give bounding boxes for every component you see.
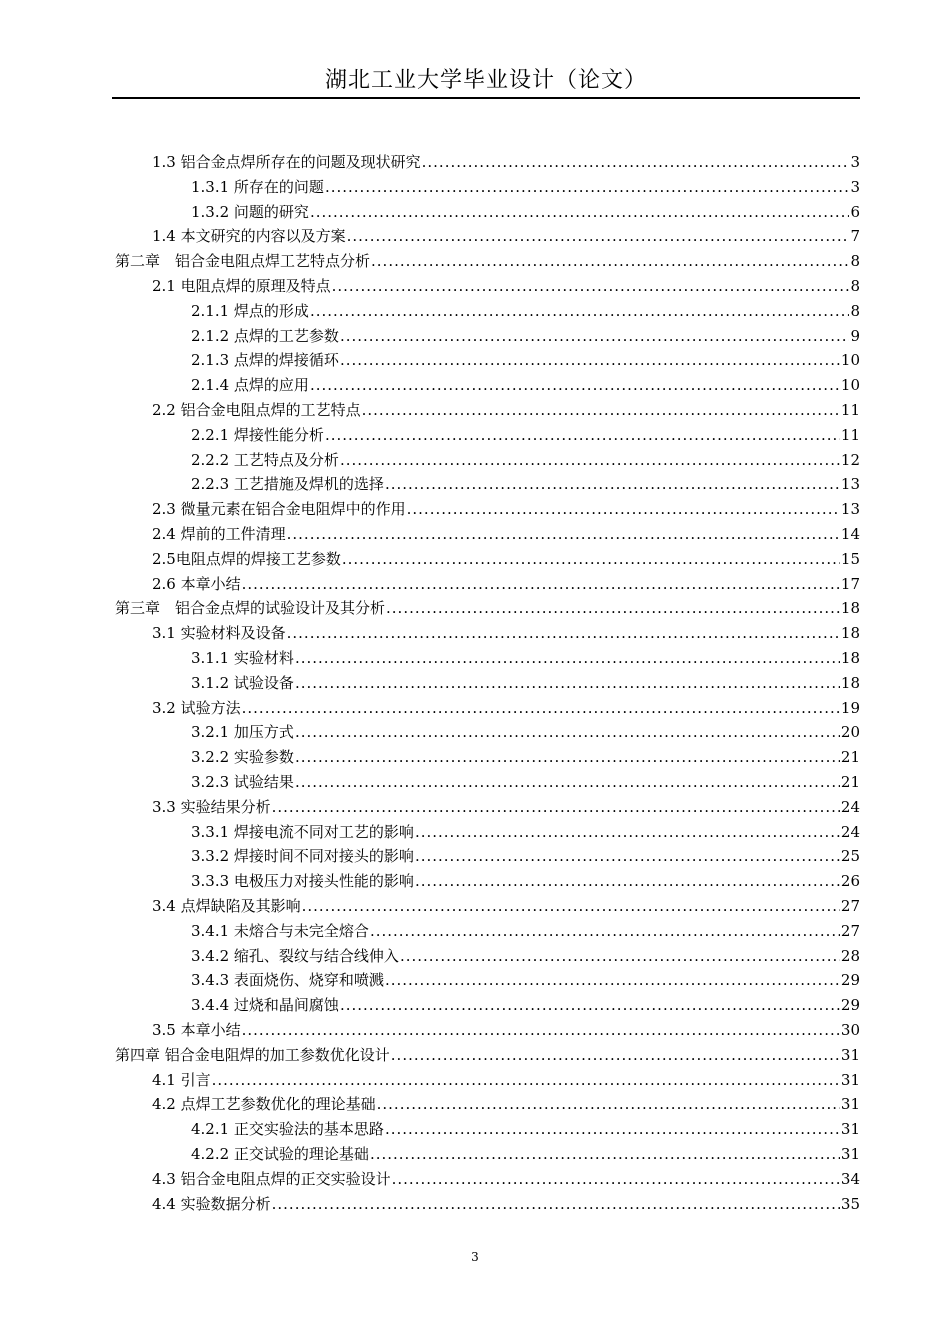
- toc-entry[interactable]: [152, 150, 860, 175]
- toc-entry-label: 2.5电阻点焊的焊接工艺参数: [152, 549, 341, 568]
- toc-leader-dots: [295, 745, 840, 770]
- toc-entry[interactable]: [152, 572, 860, 597]
- toc-entry-label: 1.3 铝合金点焊所存在的问题及现状研究: [152, 153, 421, 171]
- toc-entry-page: 15: [840, 549, 860, 568]
- toc-entry-page: 6: [850, 202, 860, 221]
- toc-entry-label: 3.3.3 电极压力对接头性能的影响: [191, 872, 414, 891]
- toc-entry-page: 8: [850, 252, 860, 271]
- toc-leader-dots: [272, 1192, 840, 1217]
- toc-entry-label: 3.2.1 加压方式: [191, 723, 294, 742]
- toc-entry[interactable]: [115, 249, 860, 274]
- toc-entry-page: 11: [840, 401, 860, 419]
- toc-entry-label: 4.2.2 正交试验的理论基础: [191, 1145, 369, 1163]
- toc-entry-label: 3.4.3 表面烧伤、烧穿和喷溅: [191, 971, 384, 990]
- toc-leader-dots: [310, 299, 850, 324]
- toc-entry-label: 4.3 铝合金电阻点焊的正交实验设计: [152, 1169, 391, 1188]
- toc-leader-dots: [385, 1117, 840, 1142]
- toc-entry-label: 3.2.2 实验参数: [191, 748, 294, 767]
- toc-entry[interactable]: [152, 274, 860, 299]
- toc-leader-dots: [407, 497, 840, 522]
- toc-leader-dots: [415, 820, 840, 845]
- toc-entry-page: 26: [840, 872, 860, 891]
- toc-entry-page: 18: [840, 599, 860, 618]
- toc-leader-dots: [287, 522, 840, 547]
- toc-entry-page: 13: [840, 500, 860, 519]
- toc-entry-label: 3.2.3 试验结果: [191, 773, 294, 791]
- toc-entry-page: 21: [840, 773, 860, 791]
- toc-leader-dots: [370, 1142, 840, 1167]
- toc-entry-label: 第二章 铝合金电阻点焊工艺特点分析: [115, 252, 371, 271]
- toc-entry-label: 3.3 实验结果分析: [152, 797, 271, 816]
- toc-leader-dots: [287, 621, 840, 646]
- toc-leader-dots: [295, 671, 840, 696]
- toc-entry-label: 2.2.2 工艺特点及分析: [191, 450, 339, 469]
- toc-entry[interactable]: [191, 820, 860, 845]
- toc-entry-page: 20: [840, 723, 860, 742]
- toc-entry-label: 1.3.2 问题的研究: [191, 202, 309, 221]
- toc-entry-page: 9: [850, 326, 860, 345]
- toc-entry-page: 24: [840, 822, 860, 841]
- toc-entry[interactable]: [152, 398, 860, 423]
- toc-leader-dots: [391, 1043, 840, 1068]
- toc-entry-page: 27: [840, 921, 860, 940]
- toc-entry[interactable]: [152, 1068, 860, 1093]
- toc-entry[interactable]: [152, 224, 860, 249]
- toc-entry-page: 7: [850, 227, 860, 246]
- toc-leader-dots: [302, 894, 840, 919]
- toc-entry-page: 31: [840, 1120, 860, 1139]
- toc-entry-page: 28: [840, 946, 860, 965]
- toc-entry-page: 31: [840, 1045, 860, 1064]
- toc-entry-page: 10: [840, 376, 860, 395]
- toc-entry[interactable]: [152, 1192, 860, 1217]
- toc-entry-page: 29: [840, 996, 860, 1015]
- toc-entry[interactable]: [191, 1142, 860, 1167]
- toc-leader-dots: [310, 200, 850, 225]
- toc-leader-dots: [295, 770, 840, 795]
- toc-entry-label: 1.3.1 所存在的问题: [191, 177, 324, 196]
- toc-entry[interactable]: [152, 497, 860, 522]
- toc-leader-dots: [415, 844, 840, 869]
- toc-entry[interactable]: [152, 795, 860, 820]
- toc-entry-label: 2.1.3 点焊的焊接循环: [191, 351, 339, 370]
- toc-leader-dots: [422, 150, 850, 175]
- toc-entry[interactable]: [152, 547, 860, 572]
- toc-entry-page: 24: [840, 797, 860, 816]
- toc-leader-dots: [325, 423, 840, 448]
- toc-entry-label: 2.2.3 工艺措施及焊机的选择: [191, 475, 384, 494]
- toc-entry[interactable]: [191, 671, 860, 696]
- toc-entry-label: 2.1.2 点焊的工艺参数: [191, 326, 339, 345]
- toc-entry-label: 3.4 点焊缺陷及其影响: [152, 897, 301, 915]
- toc-leader-dots: [362, 398, 840, 423]
- toc-entry-page: 29: [840, 971, 860, 990]
- toc-entry-label: 第四章 铝合金电阻焊的加工参数优化设计: [115, 1045, 390, 1064]
- toc-entry-page: 17: [840, 574, 860, 593]
- toc-leader-dots: [340, 993, 840, 1018]
- toc-entry-page: 8: [850, 301, 860, 320]
- toc-leader-dots: [242, 1018, 840, 1043]
- toc-entry[interactable]: [191, 720, 860, 745]
- toc-leader-dots: [340, 324, 850, 349]
- toc-leader-dots: [392, 1167, 840, 1192]
- toc-entry-page: 14: [840, 525, 860, 543]
- toc-entry-label: 3.4.2 缩孔、裂纹与结合线伸入: [191, 946, 399, 965]
- toc-entry-label: 2.2 铝合金电阻点焊的工艺特点: [152, 401, 361, 419]
- toc-leader-dots: [377, 1092, 840, 1117]
- toc-entry[interactable]: [115, 1043, 860, 1068]
- page-header-title: 湖北工业大学毕业设计（论文）: [324, 68, 647, 93]
- toc-leader-dots: [295, 646, 840, 671]
- toc-entry-page: 31: [840, 1095, 860, 1114]
- toc-leader-dots: [332, 274, 850, 299]
- toc-leader-dots: [342, 547, 840, 572]
- toc-entry-label: 4.2.1 正交实验法的基本思路: [191, 1120, 384, 1139]
- toc-entry[interactable]: [152, 894, 860, 919]
- toc-entry-page: 18: [840, 624, 860, 643]
- toc-entry-label: 3.1 实验材料及设备: [152, 624, 286, 643]
- toc-entry-page: 21: [840, 748, 860, 767]
- toc-entry-page: 10: [840, 351, 860, 370]
- toc-entry[interactable]: [191, 324, 860, 349]
- toc-entry-label: 2.2.1 焊接性能分析: [191, 425, 324, 444]
- toc-entry-label: 3.3.2 焊接时间不同对接头的影响: [191, 847, 414, 866]
- toc-leader-dots: [295, 720, 840, 745]
- toc-entry-page: 31: [840, 1145, 860, 1163]
- toc-entry-label: 3.3.1 焊接电流不同对工艺的影响: [191, 822, 414, 841]
- toc-leader-dots: [385, 968, 840, 993]
- toc-leader-dots: [340, 348, 840, 373]
- toc-leader-dots: [272, 795, 840, 820]
- page-number: 3: [471, 1250, 479, 1264]
- toc-entry[interactable]: [191, 348, 860, 373]
- toc-entry[interactable]: [191, 175, 860, 200]
- toc-leader-dots: [242, 696, 840, 721]
- toc-entry-label: 3.4.4 过烧和晶间腐蚀: [191, 996, 339, 1015]
- toc-entry[interactable]: [191, 373, 860, 398]
- header-rule: [112, 97, 860, 99]
- toc-entry[interactable]: [115, 596, 860, 621]
- toc-entry-page: 30: [840, 1021, 860, 1039]
- toc-entry-page: 11: [840, 425, 860, 444]
- toc-entry-label: 4.1 引言: [152, 1070, 211, 1089]
- toc-entry-label: 1.4 本文研究的内容以及方案: [152, 227, 346, 246]
- toc-leader-dots: [400, 944, 840, 969]
- toc-leader-dots: [386, 596, 840, 621]
- toc-entry[interactable]: [191, 472, 860, 497]
- toc-entry[interactable]: [191, 200, 860, 225]
- toc-entry-page: 27: [840, 897, 860, 915]
- toc-entry[interactable]: [152, 1092, 860, 1117]
- toc-entry-label: 4.4 实验数据分析: [152, 1194, 271, 1213]
- toc-entry-page: 31: [840, 1070, 860, 1089]
- toc-entry[interactable]: [191, 770, 860, 795]
- toc-leader-dots: [370, 919, 840, 944]
- toc-leader-dots: [385, 472, 840, 497]
- toc-entry[interactable]: [191, 1117, 860, 1142]
- toc-leader-dots: [325, 175, 850, 200]
- toc-entry[interactable]: [152, 621, 860, 646]
- toc-entry[interactable]: [191, 448, 860, 473]
- toc-entry-label: 2.1.4 点焊的应用: [191, 376, 309, 395]
- toc-entry-page: 18: [840, 649, 860, 667]
- toc-entry[interactable]: [191, 944, 860, 969]
- toc-entry-page: 3: [850, 153, 860, 171]
- toc-leader-dots: [415, 869, 840, 894]
- toc-entry[interactable]: [152, 696, 860, 721]
- toc-entry-label: 第三章 铝合金点焊的试验设计及其分析: [115, 599, 386, 618]
- toc-entry-page: 13: [840, 475, 860, 494]
- toc-entry-label: 2.4 焊前的工件清理: [152, 525, 286, 543]
- toc-entry-page: 3: [850, 177, 860, 196]
- toc-leader-dots: [242, 572, 840, 597]
- toc-entry-label: 3.1.1 实验材料: [191, 649, 294, 667]
- toc-entry-label: 2.1.1 焊点的形成: [191, 301, 309, 320]
- toc-entry-label: 2.3 微量元素在铝合金电阻焊中的作用: [152, 500, 406, 519]
- toc-entry-page: 34: [840, 1169, 860, 1188]
- toc-leader-dots: [371, 249, 849, 274]
- toc-entry[interactable]: [191, 423, 860, 448]
- toc-entry-label: 3.5 本章小结: [152, 1021, 241, 1039]
- toc-entry[interactable]: [191, 299, 860, 324]
- toc-entry-label: 3.2 试验方法: [152, 698, 241, 717]
- toc-entry-page: 12: [840, 450, 860, 469]
- toc-leader-dots: [212, 1068, 840, 1093]
- toc-entry[interactable]: [191, 919, 860, 944]
- toc-entry-page: 25: [840, 847, 860, 866]
- toc-entry[interactable]: [191, 968, 860, 993]
- toc-entry[interactable]: [191, 646, 860, 671]
- toc-entry-label: 3.4.1 未熔合与未完全熔合: [191, 921, 369, 940]
- toc-entry-label: 2.1 电阻点焊的原理及特点: [152, 277, 331, 295]
- toc-entry-page: 18: [840, 673, 860, 692]
- toc-entry-label: 3.1.2 试验设备: [191, 673, 294, 692]
- toc-entry-label: 2.6 本章小结: [152, 574, 241, 593]
- toc-entry[interactable]: [191, 745, 860, 770]
- toc-entry[interactable]: [191, 869, 860, 894]
- toc-entry-label: 4.2 点焊工艺参数优化的理论基础: [152, 1095, 376, 1114]
- toc-entry[interactable]: [191, 993, 860, 1018]
- toc-entry[interactable]: [152, 1018, 860, 1043]
- toc-leader-dots: [310, 373, 840, 398]
- toc-entry-page: 35: [840, 1194, 860, 1213]
- toc-entry[interactable]: [152, 1167, 860, 1192]
- toc-entry-page: 19: [840, 698, 860, 717]
- toc-leader-dots: [347, 224, 850, 249]
- toc-entry-page: 8: [850, 277, 860, 295]
- toc-entry[interactable]: [152, 522, 860, 547]
- toc-entry[interactable]: [191, 844, 860, 869]
- toc-leader-dots: [340, 448, 840, 473]
